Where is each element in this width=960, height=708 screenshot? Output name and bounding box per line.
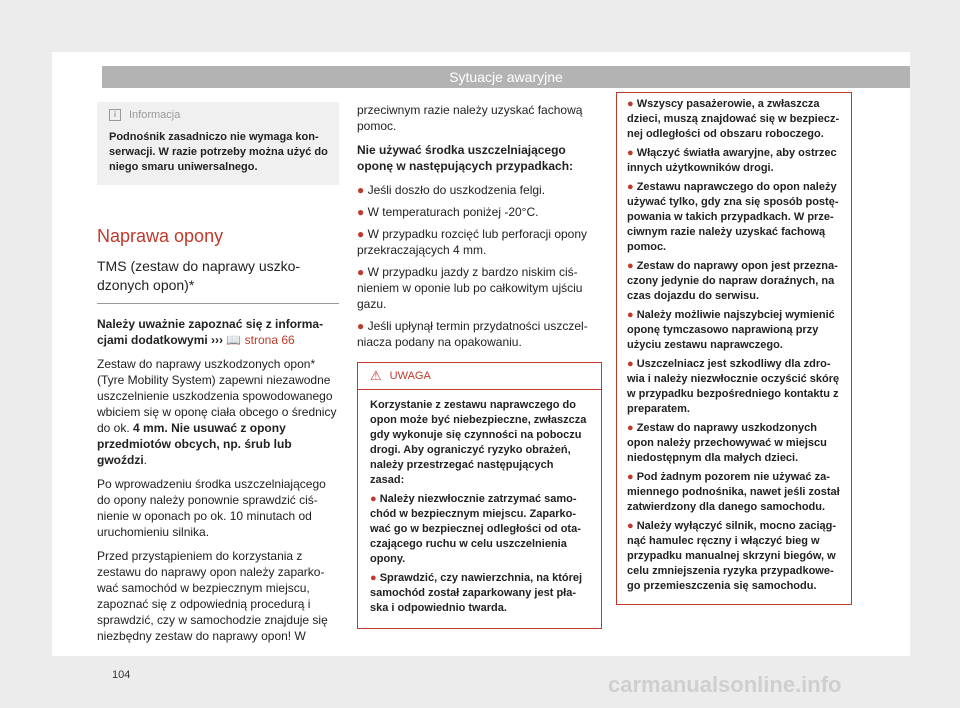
list-item [357,264,602,312]
bullet-icon: ● [357,205,368,219]
list-item-text: Pod żadnym pozorem nie używać zamiennego podnośnika, nawet jeśli został zatwierdzony dla danego samochodu. [627,471,840,513]
list-item-text: Włączyć światła awaryjne, aby ostrzec innych użytkowników drogi. [627,147,837,174]
list-item [627,308,841,353]
info-text: Podnośnik zasadniczo nie wymaga konserwacji. W razie potrzeby można użyć do niego smaru uniwersalnego. [109,131,328,173]
list-item-text: W przypadku rozcięć lub perforacji opony przekraczających 4 mm. [357,227,588,257]
p1-text-a: Zestaw do naprawy uszkodzonych opon* (Tyre Mobility System) zapewni niezawodne uszczelnienie uszkodzenia spowodowanego wbiciem się w oponę ciała obcego o średnicy do ok. [97,357,337,435]
list-item-text: W przypadku jazdy z bardzo niskim ciśnieniem w oponie lub po całkowitym ujściu gazu. [357,265,583,311]
bullet-icon: ● [357,319,368,333]
p1-text-b: 4 mm [133,421,165,435]
bullet-icon: ● [627,471,637,483]
bullet-icon: ● [627,358,637,370]
info-box [97,102,339,185]
warning-body [358,390,601,628]
book-icon: 📖 [226,333,242,347]
info-box-title [109,108,329,122]
list-item [627,519,841,594]
list-item-text: W temperaturach poniżej -20°C. [367,205,539,219]
list-item-text: Należy możliwie najszybciej wymienić oponę tymczasowo naprawioną przy użyciu zestawu naprawczego. [627,309,835,351]
bullet-icon: ● [357,265,368,279]
bullet-icon: ● [627,309,637,321]
list-item [357,226,602,258]
list-item-text: Zestaw do naprawy opon jest przeznaczony jedynie do napraw doraźnych, na czas dojazdu do serwisu. [627,260,838,302]
list-item [357,182,602,198]
list-item-text: Zestaw do naprawy uszkodzonych opon należy przechowywać w miejscu niedostępnym dla małych dzieci. [627,422,827,464]
conditions-heading: Nie używać środka uszczelniającego oponę w następujących przypadkach: [357,143,574,173]
bullet-icon: ● [370,493,380,505]
p1-text-d: . [143,453,148,467]
list-item-text: Należy niezwłocznie zatrzymać samochód w bezpiecznym miejscu. Zaparkować go w bezpiecznej odległości od otaczającego ruchu w celu uszczelnienia opony. [370,493,581,565]
warning-text: Korzystanie z zestawu naprawczego do opon może być niebezpieczne, zwłaszcza gdy wykonuje się czynności na poboczu drogi. Aby ograniczyć ryzyko obrażeń, należy przestrzegać następujących zasad: [370,399,587,486]
list-item [627,97,841,142]
list-item-text: Jeśli upłynął termin przydatności uszczelniacza podany na opakowaniu. [357,319,588,349]
page-reference-link[interactable]: strona 66 [244,333,295,347]
watermark: carmanualsonline.info [608,672,842,697]
list-item [627,470,841,515]
list-item [370,492,589,567]
list-item-text: Należy wyłączyć silnik, mocno zaciągnąć hamulec ręczny i włączyć bieg w przypadku manualnej skrzyni biegów, w celu zmniejszenia ryzyka przypadkowego przemieszczenia się samochodu. [627,520,837,592]
p1-text-c: . Nie usuwać z opony przedmiotów obcych, np. śrub lub gwoździ [97,421,292,467]
list-item [627,146,841,176]
list-item [357,318,602,350]
list-item-text: Sprawdzić, czy nawierzchnia, na której samochód został zaparkowany jest płaska i odpowiednio twarda. [370,572,583,614]
intro-paragraph [97,316,339,348]
bullet-icon: ● [627,520,637,532]
bullet-icon: ● [357,183,368,197]
list-item [627,421,841,466]
paragraph-1 [97,356,339,468]
manual-page [52,52,910,681]
column-left [97,96,339,652]
section-subtitle: TMS (zestaw do naprawy uszkodzonych opon)* [97,257,339,304]
paragraph-2: Po wprowadzeniu środka uszczelniającego do opony należy ponownie sprawdzić ciśnienie w oponach po ok. 10 minutach od uruchomieniu silnika. [97,477,326,539]
bullet-icon: ● [357,227,368,241]
page-number: 104 [112,669,131,681]
list-item [357,204,602,220]
warning-title-text: UWAGA [389,370,431,382]
section-title: Naprawa opony [97,226,224,246]
info-icon: i [109,109,121,121]
warning-icon: ⚠ [370,368,382,383]
paragraph-3: Przed przystąpieniem do korzystania z zestawu do naprawy opon należy zaparkować samochód w bezpiecznym miejscu, zapoznać się z odpowiednią procedurą i sprawdzić, czy w samochodzie znajduje się niezbędny zestaw do naprawy opon! W [97,549,328,643]
bullet-icon: ● [627,260,637,272]
list-item-text: Zestawu naprawczego do opon należy używać tylko, gdy zna się sposób postępowania w takich przypadkach. W przeciwnym razie należy uzyskać fachową pomoc. [627,181,839,253]
list-item [370,571,589,616]
bullet-icon: ● [627,422,637,434]
page-header: Sytuacje awaryjne [102,66,910,88]
list-item [627,259,841,304]
list-item-text: Jeśli doszło do uszkodzenia felgi. [367,183,546,197]
warning-box-title [358,363,601,390]
list-item [627,180,841,255]
warning-continuation-box [616,92,852,605]
continuation-paragraph: przeciwnym razie należy uzyskać fachową pomoc. [357,103,583,133]
list-item-text: Wszyscy pasażerowie, a zwłaszcza dzieci, muszą znajdować się w bezpiecznej odległości od obszaru roboczego. [627,98,840,140]
warning-box [357,362,602,629]
bullet-icon: ● [370,572,380,584]
bullet-icon: ● [627,147,637,159]
column-right [616,92,852,605]
list-item-text: Uszczelniacz jest szkodliwy dla zdrowia i należy niezwłocznie oczyścić skórę w przypadku bezpośredniego kontaktu z preparatem. [627,358,840,415]
list-item [627,357,841,417]
bullet-icon: ● [627,181,637,193]
column-middle [357,102,602,629]
bullet-icon: ● [627,98,637,110]
info-title-text: Informacja [129,109,181,121]
intro-bold: Należy uważnie zapoznać się z informacjami dodatkowymi ››› [97,317,324,347]
